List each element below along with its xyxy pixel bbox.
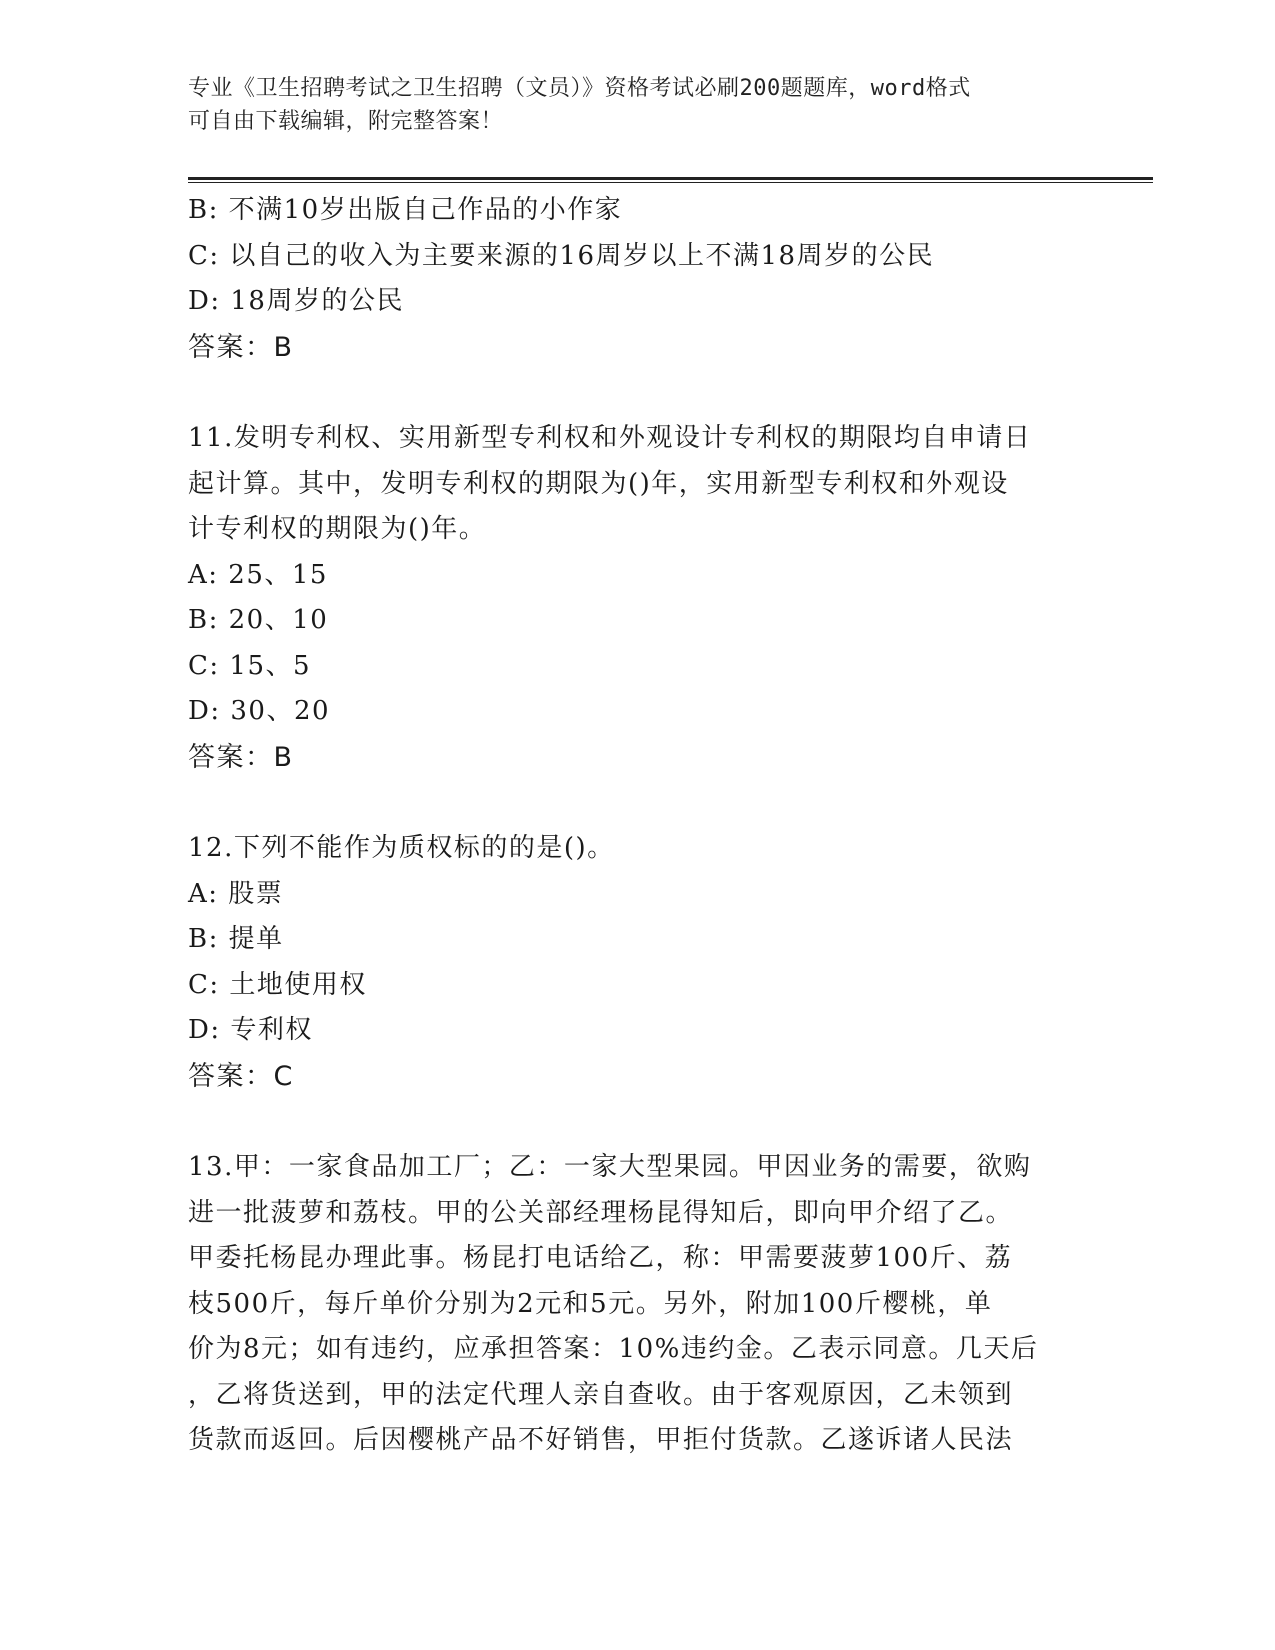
document-header xyxy=(188,72,1088,138)
spacer xyxy=(188,1099,1088,1145)
question-12 xyxy=(188,826,1088,1099)
question-continued xyxy=(188,188,1088,370)
question-text-line: 11.发明专利权、实用新型专利权和外观设计专利权的期限均自申请日 xyxy=(188,423,1032,453)
question-text-line: 价为8元；如有违约，应承担答案：10%违约金。乙表示同意。几天后 xyxy=(188,1334,1039,1364)
question-text-line: 13.甲：一家食品加工厂；乙：一家大型果园。甲因业务的需要，欲购 xyxy=(188,1152,1032,1182)
question-text-line: 12.下列不能作为质权标的的是()。 xyxy=(188,833,615,863)
option-b: B: 提单 xyxy=(188,924,284,954)
option-d: D: 专利权 xyxy=(188,1015,313,1045)
question-text-line: 枝500斤，每斤单价分别为2元和5元。另外，附加100斤樱桃，单 xyxy=(188,1288,993,1319)
answer-line: 答案：B xyxy=(188,331,294,363)
option-a: A: 股票 xyxy=(188,878,284,909)
option-d: D: 18周岁的公民 xyxy=(188,286,404,316)
answer-line: 答案：B xyxy=(188,741,294,773)
header-divider-thin xyxy=(188,182,1153,183)
option-c: C: 15、5 xyxy=(188,650,312,681)
question-text-line: ，乙将货送到，甲的法定代理人亲自查收。由于客观原因，乙未领到 xyxy=(188,1379,1014,1410)
header-line-1: 专业《卫生招聘考试之卫生招聘（文员）》资格考试必刷200题题库，word格式 xyxy=(188,76,971,101)
question-11 xyxy=(188,416,1088,780)
question-text-line: 计专利权的期限为()年。 xyxy=(188,514,487,544)
option-b: B: 20、10 xyxy=(188,605,329,635)
question-text-line: 进一批菠萝和荔枝。甲的公关部经理杨昆得知后，即向甲介绍了乙。 xyxy=(188,1197,1014,1228)
question-13 xyxy=(188,1145,1088,1464)
option-d: D: 30、20 xyxy=(188,696,331,726)
option-c: C: 以自己的收入为主要来源的16周岁以上不满18周岁的公民 xyxy=(188,240,935,271)
header-divider-thick xyxy=(188,177,1153,180)
option-a: A: 25、15 xyxy=(188,559,328,590)
option-c: C: 土地使用权 xyxy=(188,969,367,1000)
spacer xyxy=(188,780,1088,826)
header-line-2: 可自由下载编辑，附完整答案！ xyxy=(188,109,504,134)
question-text-line: 甲委托杨昆办理此事。杨昆打电话给乙，称：甲需要菠萝100斤、荔 xyxy=(188,1243,1013,1273)
answer-line: 答案：C xyxy=(188,1060,294,1092)
question-text-line: 起计算。其中，发明专利权的期限为()年，实用新型专利权和外观设 xyxy=(188,468,1009,499)
question-text-line: 货款而返回。后因樱桃产品不好销售，甲拒付货款。乙遂诉诸人民法 xyxy=(188,1425,1014,1455)
question-list xyxy=(188,188,1088,1464)
option-b: B: 不满10岁出版自己作品的小作家 xyxy=(188,195,623,225)
spacer xyxy=(188,370,1088,416)
